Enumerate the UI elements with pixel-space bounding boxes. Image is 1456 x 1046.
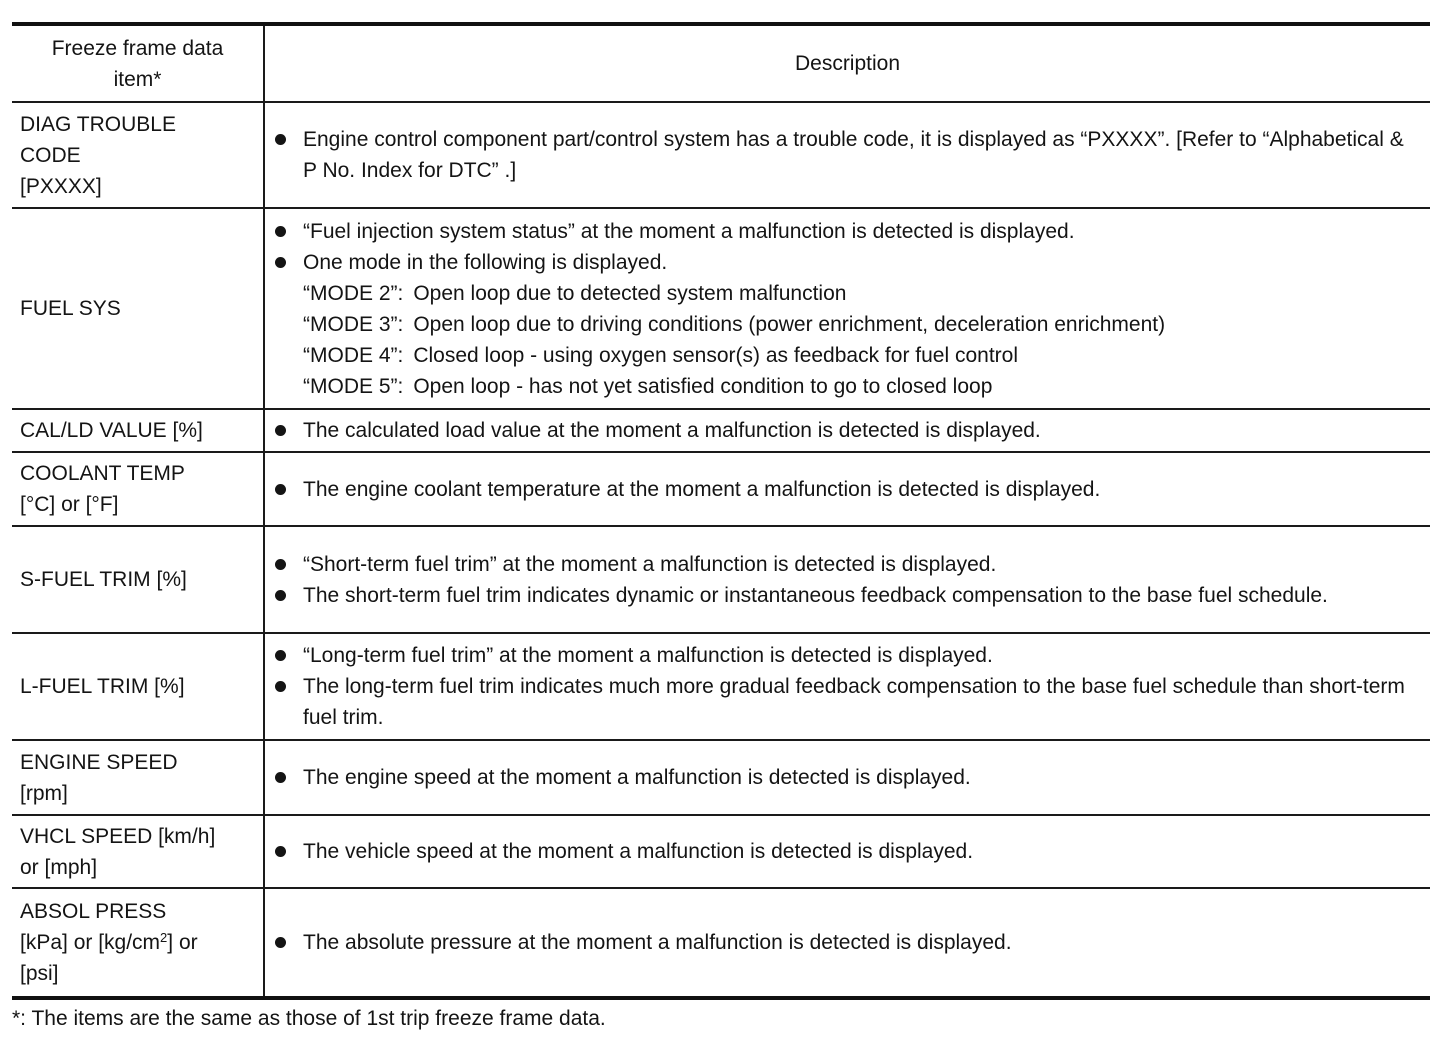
mode-text: Open loop - has not yet satisfied condition to go to closed loop xyxy=(413,374,993,398)
item-line: L-FUEL TRIM [%] xyxy=(20,675,185,698)
description-cell xyxy=(264,740,1430,815)
description-cell xyxy=(264,888,1430,998)
item-line: COOLANT TEMP xyxy=(20,462,185,485)
item-line: FUEL SYS xyxy=(20,297,121,320)
mode-key: “MODE 3”: xyxy=(303,312,404,336)
table-row xyxy=(12,888,1430,998)
bullet-item: The calculated load value at the moment a malfunction is detected is displayed. xyxy=(273,415,1418,446)
table-row xyxy=(12,815,1430,888)
item-line: or [mph] xyxy=(20,855,98,879)
description-cell xyxy=(264,526,1430,633)
bullet-item: “Long-term fuel trim” at the moment a malfunction is detected is displayed. xyxy=(273,640,1418,671)
description-cell xyxy=(264,633,1430,740)
table-row xyxy=(12,526,1430,633)
pressure-unit-text: [kPa] or [kg/cm xyxy=(20,931,161,954)
description-cell xyxy=(264,815,1430,888)
item-cell xyxy=(12,409,264,452)
bullet-item: The engine speed at the moment a malfunction is detected is displayed. xyxy=(273,762,1418,793)
item-cell xyxy=(12,740,264,815)
item-line xyxy=(20,927,255,958)
item-line: [°C] or [°F] xyxy=(20,493,119,516)
item-line: CAL/LD VALUE [%] xyxy=(20,419,203,442)
mode-key: “MODE 5”: xyxy=(303,374,404,398)
item-line: S-FUEL TRIM [%] xyxy=(20,568,187,591)
mode-line xyxy=(303,371,1418,402)
table-row xyxy=(12,102,1430,208)
bullet-item: “Short-term fuel trim” at the moment a malfunction is detected is displayed. xyxy=(273,549,1418,580)
table-row xyxy=(12,740,1430,815)
item-cell xyxy=(12,815,264,888)
freeze-frame-table xyxy=(12,22,1430,1000)
header-description: Description xyxy=(264,24,1430,102)
description-cell xyxy=(264,208,1430,409)
item-cell xyxy=(12,452,264,526)
item-line: [rpm] xyxy=(20,781,68,805)
item-line: ABSOL PRESS xyxy=(20,900,167,923)
mode-text: Open loop due to driving conditions (power enrichment, deceleration enrichment) xyxy=(413,312,1166,336)
item-cell xyxy=(12,208,264,409)
item-line: ENGINE SPEED xyxy=(20,750,178,774)
description-cell xyxy=(264,409,1430,452)
bullet-item: The long-term fuel trim indicates much more gradual feedback compensation to the base fuel schedule than short-term fuel trim. xyxy=(273,671,1418,733)
bullet-item: The vehicle speed at the moment a malfunction is detected is displayed. xyxy=(273,836,1418,867)
table-row xyxy=(12,409,1430,452)
mode-line xyxy=(303,340,1418,371)
mode-list xyxy=(273,278,1418,402)
item-cell xyxy=(12,888,264,998)
document-page xyxy=(12,22,1430,1034)
description-cell xyxy=(264,102,1430,208)
bullet-item: One mode in the following is displayed. xyxy=(273,247,1418,278)
bullet-item: “Fuel injection system status” at the moment a malfunction is detected is displayed. xyxy=(273,216,1418,247)
table-row xyxy=(12,452,1430,526)
item-line: DIAG TROUBLE xyxy=(20,112,176,136)
pressure-unit-text: ] or xyxy=(167,931,198,954)
header-item: Freeze frame data item* xyxy=(12,24,264,102)
mode-text: Closed loop - using oxygen sensor(s) as feedback for fuel control xyxy=(413,343,1018,367)
mode-key: “MODE 4”: xyxy=(303,343,404,367)
table-header-row xyxy=(12,24,1430,102)
item-cell xyxy=(12,102,264,208)
mode-text: Open loop due to detected system malfunction xyxy=(413,281,847,305)
item-line: [PXXXX] xyxy=(20,174,102,198)
table-row xyxy=(12,208,1430,409)
item-line: CODE xyxy=(20,143,81,167)
mode-line xyxy=(303,309,1418,340)
item-cell xyxy=(12,526,264,633)
item-cell xyxy=(12,633,264,740)
description-cell xyxy=(264,452,1430,526)
bullet-item: The short-term fuel trim indicates dynamic or instantaneous feedback compensation to the base fuel schedule. xyxy=(273,580,1418,611)
bullet-item: The engine coolant temperature at the moment a malfunction is detected is displayed. xyxy=(273,474,1418,505)
mode-key: “MODE 2”: xyxy=(303,281,404,305)
bullet-item: Engine control component part/control system has a trouble code, it is displayed as “PXXXX”. [Refer to “Alphabetical & P No. Index for DTC” .] xyxy=(273,124,1418,186)
mode-line xyxy=(303,278,1418,309)
table-row xyxy=(12,633,1430,740)
bullet-item: The absolute pressure at the moment a malfunction is detected is displayed. xyxy=(273,927,1418,958)
item-line: VHCL SPEED [km/h] xyxy=(20,824,216,848)
item-line: [psi] xyxy=(20,962,59,985)
superscript: 2 xyxy=(160,930,168,945)
footnote: *: The items are the same as those of 1st trip freeze frame data. xyxy=(12,1007,606,1030)
